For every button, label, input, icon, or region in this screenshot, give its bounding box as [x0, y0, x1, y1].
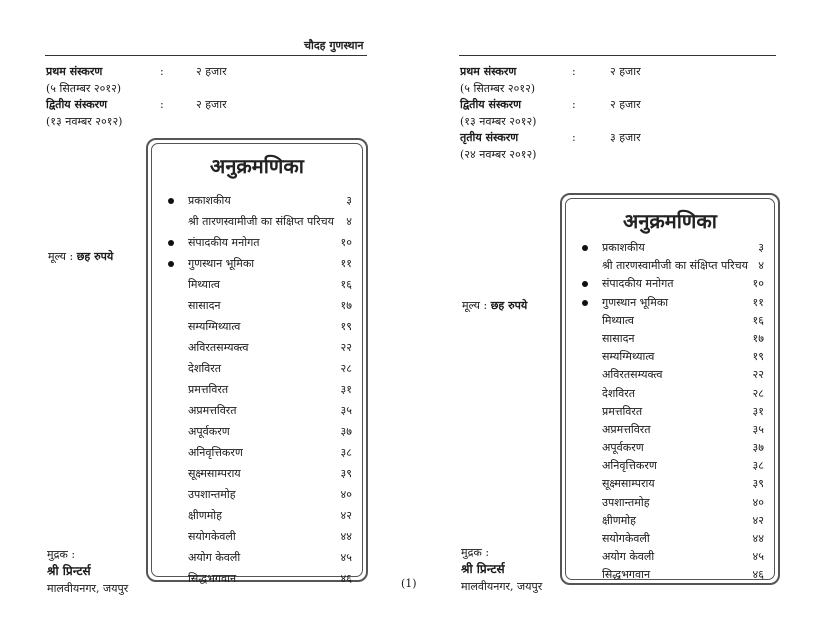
- bullet-icon: [582, 245, 588, 251]
- bullet-icon: [168, 240, 174, 246]
- toc-entry-title: सूक्ष्मसाम्पराय: [188, 467, 241, 480]
- toc-entry: [152, 379, 362, 400]
- toc-entry-page: ४५: [340, 551, 352, 564]
- toc-entry-title: श्री तारणस्वामीजी का संक्षिप्त परिचय: [188, 215, 334, 228]
- toc-entry: [152, 358, 362, 379]
- printer-info: [461, 544, 542, 595]
- bullet-icon: [168, 261, 174, 267]
- toc-entry: [152, 568, 362, 589]
- toc-entry-page: ४२: [752, 513, 764, 527]
- toc-entry: [566, 348, 774, 366]
- edition-row: [46, 97, 246, 114]
- toc-entry-title: संपादकीय मनोगत: [602, 277, 674, 291]
- toc-entry-title: प्रमत्तविरत: [602, 404, 643, 418]
- toc-entry-title: अविरतसम्यक्त्व: [188, 341, 249, 354]
- toc-entry: [566, 330, 774, 348]
- toc-entry-page: १९: [340, 320, 352, 333]
- toc-entry: [152, 400, 362, 421]
- toc-entry-page: ४०: [340, 488, 352, 501]
- toc-entry-page: १६: [752, 313, 764, 327]
- toc-entry: [566, 403, 774, 421]
- toc-entry: [566, 366, 774, 384]
- toc-list: [152, 190, 362, 589]
- toc-entry-page: २८: [340, 362, 352, 375]
- toc-entry-title: सिद्धभगवान: [602, 568, 651, 582]
- toc-entry-page: १७: [340, 299, 352, 312]
- edition-colon: :: [572, 131, 576, 144]
- toc-entry: [566, 312, 774, 330]
- edition-count: २ हजार: [610, 65, 641, 78]
- toc-entry: [566, 548, 774, 566]
- running-head: चौदह गुणस्थान: [304, 39, 364, 52]
- toc-entry-page: ११: [752, 295, 764, 309]
- edition-name: द्वितीय संस्करण: [46, 98, 108, 111]
- toc-entry: [566, 239, 774, 257]
- toc-entry-page: १९: [752, 350, 764, 364]
- toc-entry: [566, 566, 774, 584]
- toc-entry-page: ११: [340, 257, 352, 270]
- toc-entry-page: ३८: [340, 446, 352, 459]
- edition-count: २ हजार: [610, 98, 641, 111]
- edition-row: [460, 97, 680, 114]
- bullet-icon: [582, 300, 588, 306]
- printer-label: मुद्रक :: [47, 548, 76, 561]
- toc-entry-title: प्रमत्तविरत: [188, 383, 229, 396]
- toc-entry: [152, 442, 362, 463]
- printer-address: मालवीयनगर, जयपुर: [461, 580, 543, 593]
- edition-count: २ हजार: [196, 65, 227, 78]
- toc-entry-page: २२: [340, 341, 352, 354]
- toc-entry-page: ३७: [340, 425, 352, 438]
- edition-list: [460, 64, 680, 163]
- toc-entry-page: ३५: [752, 422, 764, 436]
- toc-entry-page: ३१: [752, 404, 764, 418]
- toc-entry-title: उपशान्तमोह: [602, 495, 650, 509]
- toc-entry-title: मिथ्यात्व: [602, 313, 634, 327]
- toc-entry-title: सम्यग्मिथ्यात्व: [188, 320, 241, 333]
- edition-colon: :: [572, 98, 576, 111]
- toc-entry: [566, 530, 774, 548]
- toc-entry: [152, 463, 362, 484]
- edition-date: (५ सितम्बर २०१२): [460, 81, 536, 95]
- printer-address: मालवीयनगर, जयपुर: [47, 582, 129, 595]
- edition-row: [460, 64, 680, 81]
- toc-title: अनुक्रमणिका: [623, 209, 717, 233]
- toc-entry-title: देशविरत: [602, 386, 636, 400]
- toc-entry: [566, 421, 774, 439]
- toc-entry-title: क्षीणमोह: [188, 509, 222, 522]
- toc-entry: [152, 295, 362, 316]
- edition-count: २ हजार: [196, 98, 227, 111]
- toc-entry-title: अयोग केवली: [602, 550, 655, 564]
- price-label: मूल्य :: [48, 250, 74, 263]
- toc-entry: [566, 512, 774, 530]
- toc-entry: [152, 316, 362, 337]
- toc-entry-title: सयोगकेवली: [602, 532, 650, 545]
- toc-entry-page: १०: [752, 277, 764, 291]
- price-value: छह रुपये: [76, 250, 114, 263]
- toc-entry: [152, 211, 362, 232]
- edition-date-row: [460, 147, 680, 164]
- edition-row: [46, 64, 246, 81]
- toc-entry-page: ३: [346, 194, 352, 207]
- toc-entry-page: २२: [752, 368, 764, 382]
- toc-entry: [566, 457, 774, 475]
- edition-date: (२४ नवम्बर २०१२): [460, 147, 537, 161]
- toc-entry: [566, 475, 774, 493]
- header-rule: [45, 55, 367, 56]
- toc-entry-title: उपशान्तमोह: [188, 488, 236, 501]
- toc-entry-page: ४: [758, 259, 764, 273]
- right-page: [414, 0, 828, 639]
- toc-entry-page: ३८: [752, 459, 764, 473]
- edition-colon: :: [572, 65, 576, 78]
- toc-box: [560, 193, 780, 585]
- toc-entry: [566, 257, 774, 275]
- toc-entry: [566, 294, 774, 312]
- toc-entry-title: अनिवृत्तिकरण: [602, 459, 657, 473]
- toc-entry: [152, 505, 362, 526]
- toc-entry-title: सासादन: [188, 299, 221, 312]
- toc-entry-title: अप्रमत्तविरत: [602, 422, 651, 436]
- toc-entry-page: ३९: [752, 477, 764, 491]
- toc-entry: [566, 385, 774, 403]
- toc-entry-title: सम्यग्मिथ्यात्व: [602, 350, 655, 364]
- toc-entry-page: ४६: [340, 572, 352, 585]
- toc-entry: [152, 337, 362, 358]
- toc-entry-page: ४६: [752, 568, 764, 582]
- toc-entry: [152, 484, 362, 505]
- toc-entry-page: ३: [758, 241, 764, 254]
- printer-info: [47, 546, 128, 597]
- page-number: (1): [401, 577, 417, 590]
- toc-entry-title: अपूर्वकरण: [188, 425, 230, 438]
- toc-entry-title: अप्रमत्तविरत: [188, 404, 237, 417]
- edition-date-row: [46, 114, 246, 131]
- toc-entry-page: ३५: [340, 404, 352, 417]
- edition-name: प्रथम संस्करण: [460, 65, 517, 78]
- toc-entry-title: सयोगकेवली: [188, 530, 236, 543]
- toc-entry-title: प्रकाशकीय: [188, 194, 231, 207]
- toc-entry-page: १०: [340, 236, 352, 249]
- toc-entry-title: सूक्ष्मसाम्पराय: [602, 477, 655, 491]
- toc-entry-page: १७: [752, 331, 764, 345]
- toc-entry-title: देशविरत: [188, 362, 222, 375]
- edition-list: [46, 64, 246, 130]
- toc-entry-title: प्रकाशकीय: [602, 241, 645, 254]
- price: [48, 249, 113, 264]
- edition-date-row: [460, 114, 680, 131]
- printer-name: श्री प्रिन्टर्स: [461, 562, 505, 576]
- edition-date-row: [46, 81, 246, 98]
- toc-entry-page: ३९: [340, 467, 352, 480]
- bullet-icon: [168, 198, 174, 204]
- price-label: मूल्य :: [462, 299, 488, 312]
- edition-name: द्वितीय संस्करण: [460, 98, 522, 111]
- toc-entry-title: अपूर्वकरण: [602, 441, 644, 455]
- edition-date: (१३ नवम्बर २०१२): [46, 114, 123, 128]
- toc-entry-title: श्री तारणस्वामीजी का संक्षिप्त परिचय: [602, 259, 748, 273]
- toc-entry-page: ४४: [752, 532, 764, 545]
- toc-entry-page: ३७: [752, 441, 764, 455]
- toc-entry: [152, 253, 362, 274]
- toc-entry: [152, 526, 362, 547]
- toc-entry-page: ४०: [752, 495, 764, 509]
- toc-entry-title: मिथ्यात्व: [188, 278, 220, 291]
- bullet-icon: [582, 281, 588, 287]
- toc-entry-title: संपादकीय मनोगत: [188, 236, 260, 249]
- price: [462, 298, 527, 313]
- edition-row: [460, 130, 680, 147]
- toc-entry: [566, 275, 774, 293]
- toc-entry: [152, 547, 362, 568]
- edition-date: (५ सितम्बर २०१२): [46, 81, 122, 95]
- toc-entry-title: अविरतसम्यक्त्व: [602, 368, 663, 382]
- toc-entry: [152, 421, 362, 442]
- toc-entry-title: सिद्धभगवान: [188, 572, 237, 585]
- toc-entry-page: ४४: [340, 530, 352, 543]
- toc-title: अनुक्रमणिका: [210, 154, 304, 178]
- toc-entry: [566, 494, 774, 512]
- toc-entry-title: क्षीणमोह: [602, 513, 636, 527]
- price-value: छह रुपये: [490, 299, 528, 312]
- toc-entry-title: गुणस्थान भूमिका: [602, 295, 669, 309]
- toc-entry-page: ३१: [340, 383, 352, 396]
- header-rule: [459, 55, 776, 56]
- edition-date: (१३ नवम्बर २०१२): [460, 114, 537, 128]
- edition-count: ३ हजार: [610, 131, 641, 144]
- toc-box: [146, 138, 368, 585]
- toc-entry: [152, 190, 362, 211]
- toc-entry-title: अनिवृत्तिकरण: [188, 446, 243, 459]
- toc-inner-frame: [565, 198, 775, 580]
- edition-name: तृतीय संस्करण: [460, 131, 519, 144]
- toc-entry-page: २८: [752, 386, 764, 400]
- toc-inner-frame: [151, 143, 363, 585]
- toc-entry-title: गुणस्थान भूमिका: [188, 257, 255, 270]
- toc-entry-title: सासादन: [602, 331, 635, 345]
- toc-entry: [152, 274, 362, 295]
- toc-list: [566, 239, 774, 585]
- edition-colon: :: [160, 65, 164, 78]
- edition-date-row: [460, 81, 680, 98]
- toc-entry-page: ४२: [340, 509, 352, 522]
- edition-colon: :: [160, 98, 164, 111]
- toc-entry: [152, 232, 362, 253]
- toc-entry-page: ४५: [752, 550, 764, 564]
- toc-entry-page: १६: [340, 278, 352, 291]
- toc-entry-title: अयोग केवली: [188, 551, 241, 564]
- toc-entry: [566, 439, 774, 457]
- printer-name: श्री प्रिन्टर्स: [47, 564, 91, 578]
- toc-entry-page: ४: [346, 215, 352, 228]
- edition-name: प्रथम संस्करण: [46, 65, 103, 78]
- printer-label: मुद्रक :: [461, 546, 490, 559]
